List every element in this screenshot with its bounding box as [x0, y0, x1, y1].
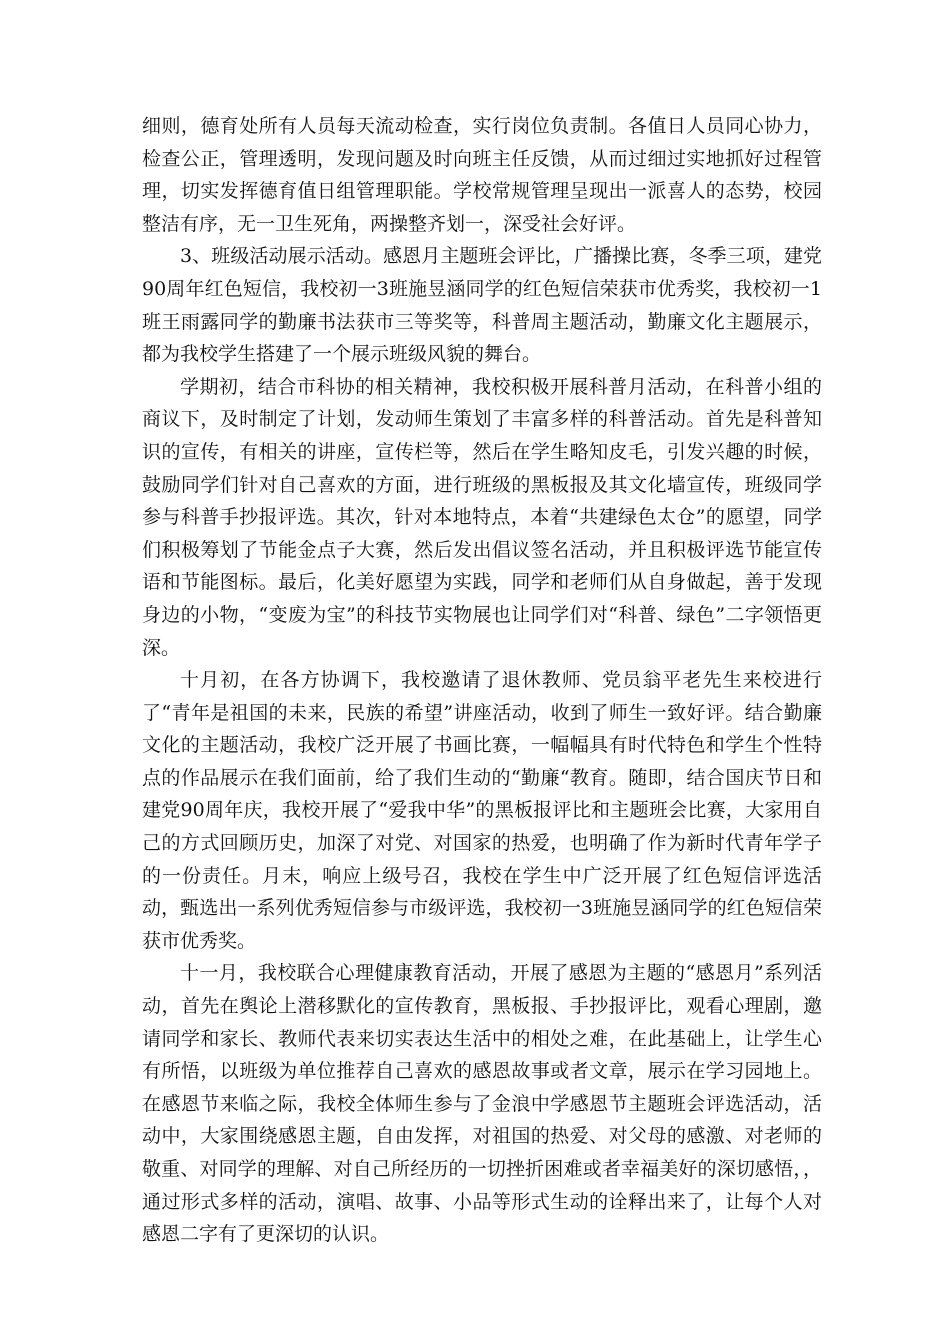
- paragraph-class-activities: 3、班级活动展示活动。感恩月主题班会评比，广播操比赛，冬季三项，建党90周年红色短信，我校初一3班施昱涵同学的红色短信荣获市优秀奖，我校初一1班王雨露同学的勤廉书法获市三等奖等，科普周主题活动，勤廉文化主题展示，都为我校学生搭建了一个展示班级风貌的舞台。: [142, 245, 822, 366]
- paragraph-november: 十一月，我校联合心理健康教育活动，开展了感恩为主题的“感恩月”系列活动，首先在舆论上潜移默化的宣传教育，黑板报、手抄报评比，观看心理剧，邀请同学和家长、教师代表来切实表达生活中的相处之难，在此基础上，让学生心有所悟，以班级为单位推荐自己喜欢的感恩故事或者文章，展示在学习园地上。在感恩节来临之际，我校全体师生参与了金浪中学感恩节主题班会评选活动，活动中，大家围绕感恩主题，自由发挥，对祖国的热爱、对父母的感激、对老师的敬重、对同学的理解、对自己所经历的一切挫折困难或者幸福美好的深切感悟，，通过形式多样的活动，演唱、故事、小品等形式生动的诠释出来了，让每个人对感恩二字有了更深切的认识。: [142, 962, 822, 1246]
- paragraph-science-month: 学期初，结合市科协的相关精神，我校积极开展科普月活动，在科普小组的商议下，及时制定了计划，发动师生策划了丰富多样的科普活动。首先是科普知识的宣传，有相关的讲座，宣传栏等，然后在学生略知皮毛，引发兴趣的时候，鼓励同学们针对自己喜欢的方面，进行班级的黑板报及其文化墙宣传，班级同学参与科普手抄报评选。其次，针对本地特点，本着“共建绿色太仓”的愿望，同学们积极筹划了节能金点子大赛，然后发出倡议签名活动，并且积极评选节能宣传语和节能图标。最后，化美好愿望为实践，同学和老师们从自身做起，善于发现身边的小物，“变废为宝”的科技节实物展也让同学们对“科普、绿色”二字领悟更深。: [142, 375, 822, 659]
- paragraph-duty-management: 细则，德育处所有人员每天流动检查，实行岗位负责制。各值日人员同心协力，检查公正，管理透明，发现问题及时向班主任反馈，从而过细过实地抓好过程管理，切实发挥德育值日组管理职能。学校常规管理呈现出一派喜人的态势，校园整洁有序，无一卫生死角，两操整齐划一，深受社会好评。: [142, 115, 822, 235]
- document-page: [142, 110, 822, 1251]
- paragraph-october: 十月初，在各方协调下，我校邀请了退休教师、党员翁平老先生来校进行了“青年是祖国的未来，民族的希望”讲座活动，收到了师生一致好评。结合勤廉文化的主题活动，我校广泛开展了书画比赛，一幅幅具有时代特色和学生个性特点的作品展示在我们面前，给了我们生动的“勤廉“教育。随即，结合国庆节日和建党90周年庆，我校开展了“爱我中华”的黑板报评比和主题班会比赛，大家用自己的方式回顾历史，加深了对党、对国家的热爱，也明确了作为新时代青年学子的一份责任。月末，响应上级号召，我校在学生中广泛开展了红色短信评选活动，甄选出一系列优秀短信参与市级评选，我校初一3班施昱涵同学的红色短信荣获市优秀奖。: [142, 669, 822, 952]
